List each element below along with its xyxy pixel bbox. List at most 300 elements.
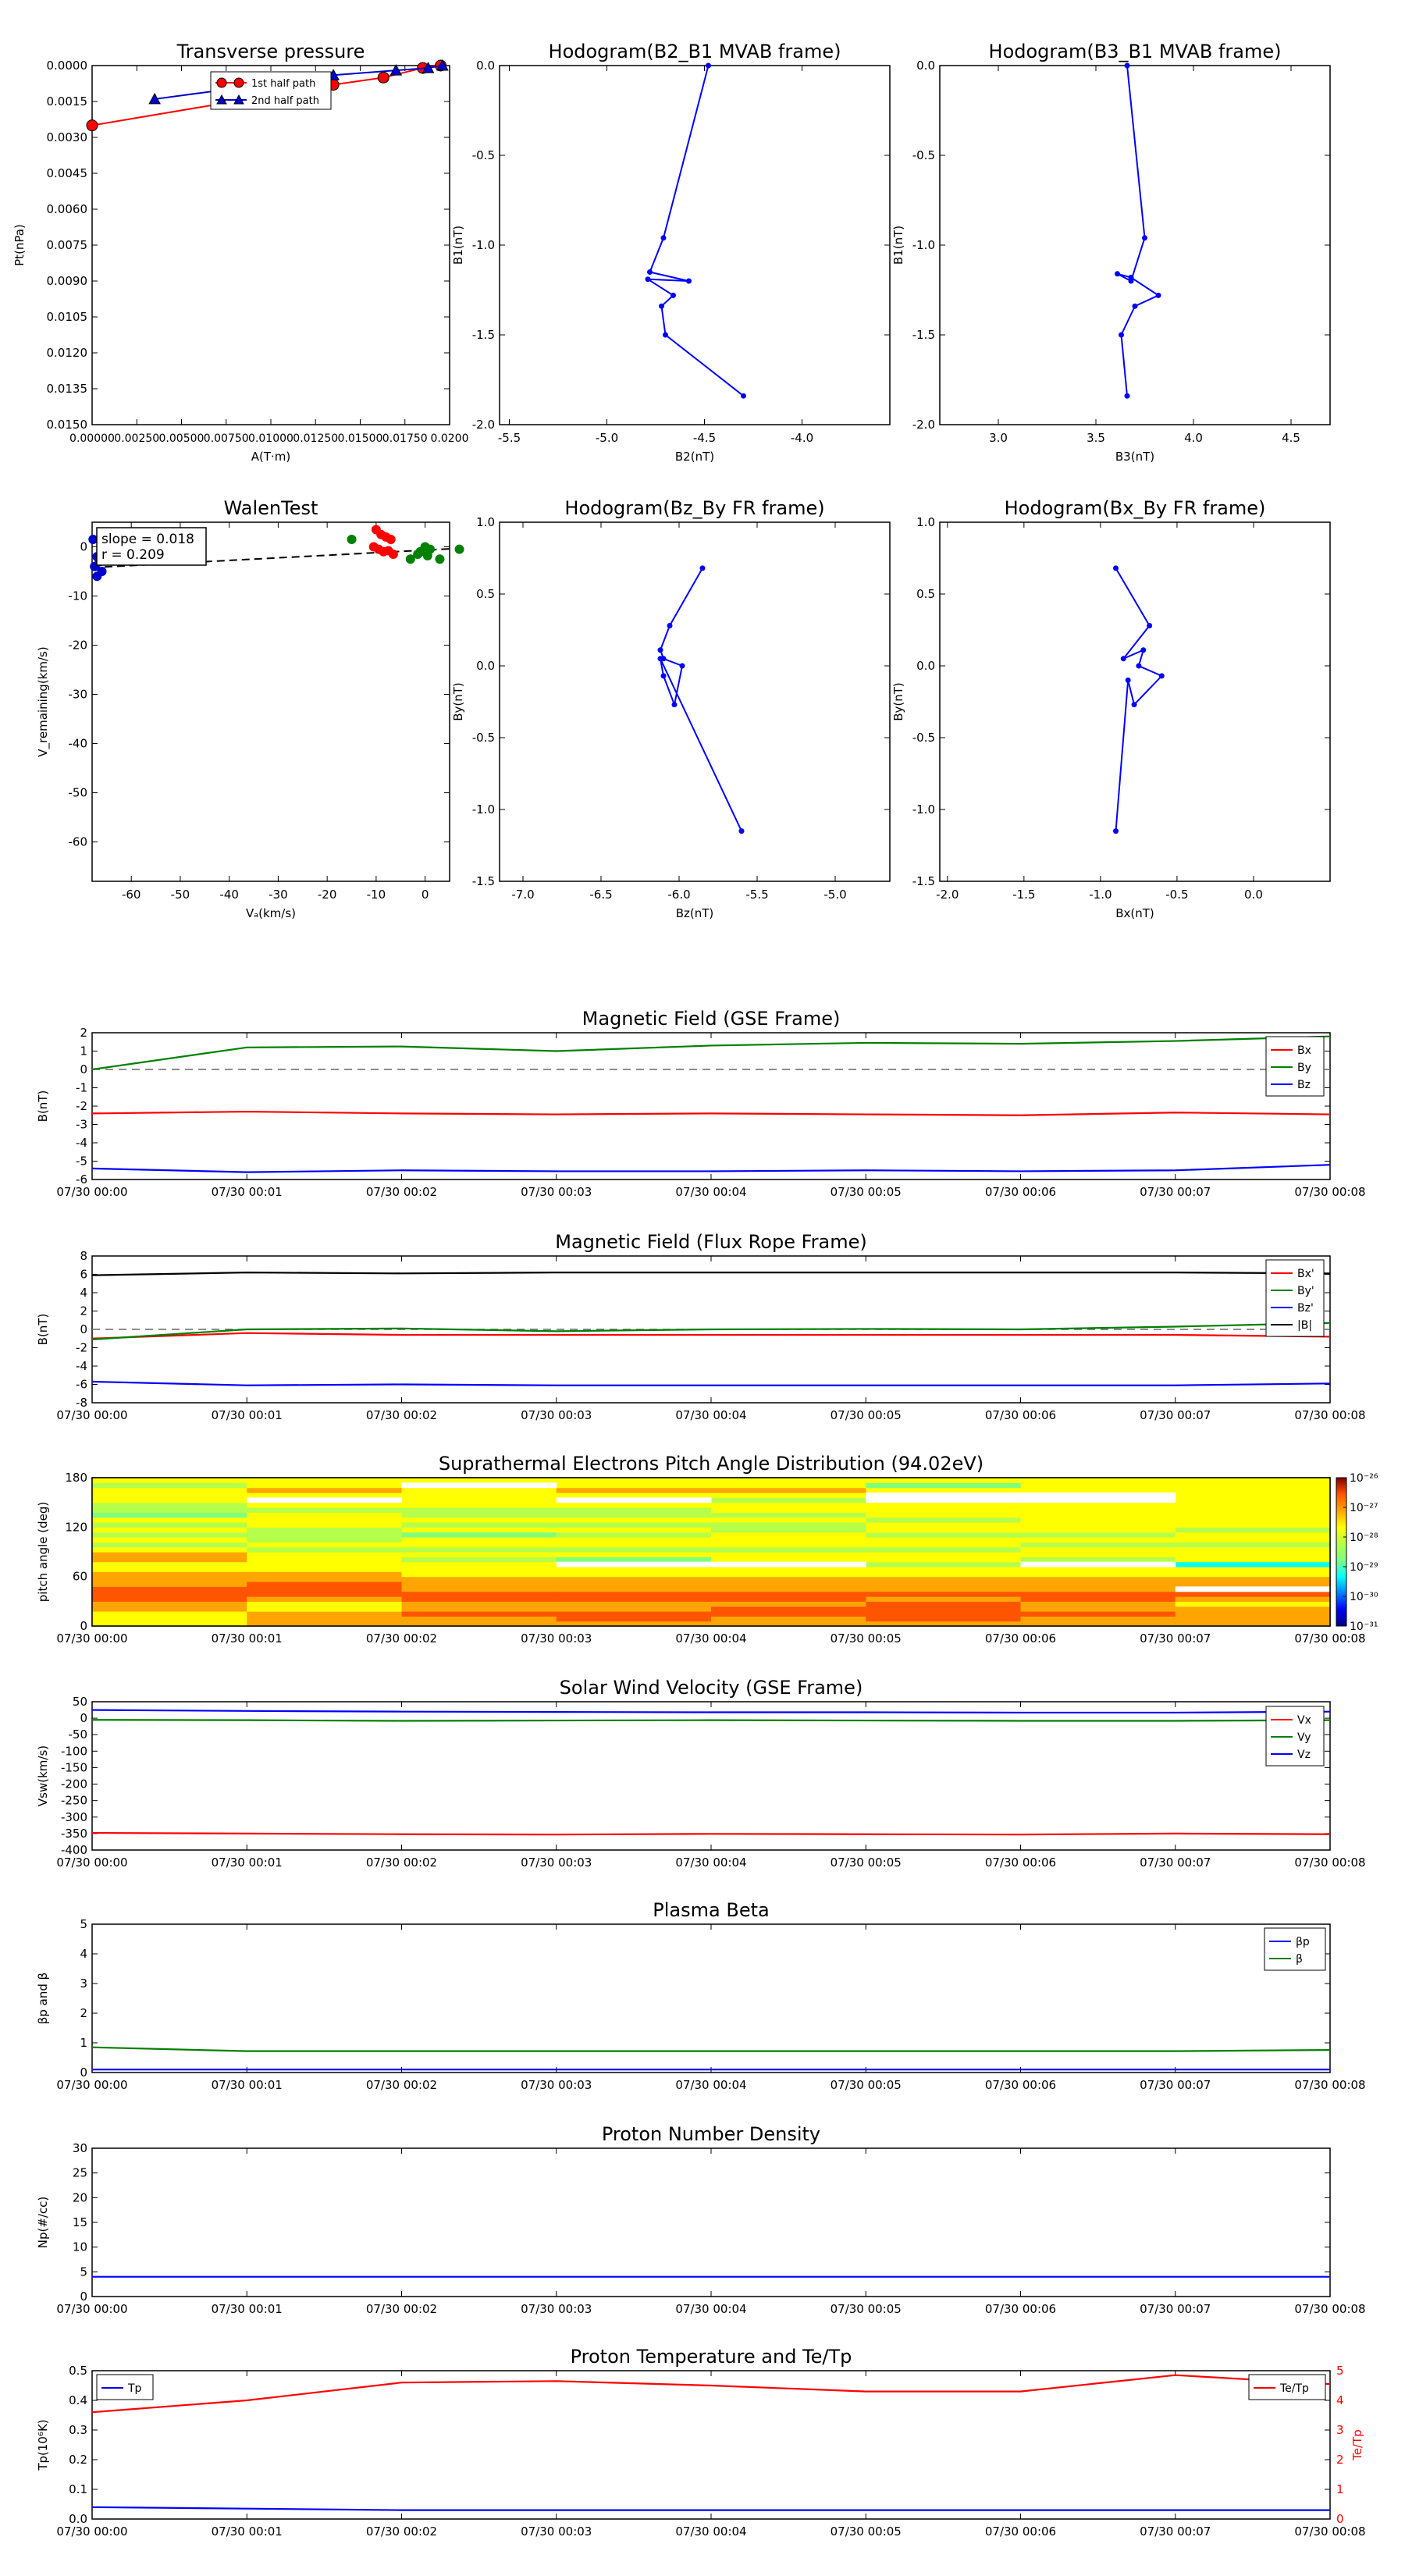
chart-mag_gse bbox=[36, 1008, 1366, 1199]
plot-frame bbox=[500, 522, 890, 881]
y-tick-label: 120 bbox=[65, 1520, 87, 1535]
heatmap-cell bbox=[711, 1577, 866, 1582]
y-tick-label: -200 bbox=[60, 1777, 87, 1791]
y-tick-label: 25 bbox=[72, 2165, 87, 2180]
heatmap-cell bbox=[866, 1552, 1021, 1557]
data-point bbox=[1113, 565, 1119, 571]
x-tick-label: -5.5 bbox=[497, 431, 521, 445]
heatmap-cell bbox=[557, 1517, 712, 1523]
heatmap-cell bbox=[866, 1522, 1021, 1528]
heatmap-cell bbox=[1021, 1527, 1176, 1532]
x-tick-label: 0.01500 bbox=[337, 432, 383, 445]
heatmap-cell bbox=[866, 1557, 1021, 1562]
heatmap-cell-empty bbox=[711, 1562, 866, 1567]
y-tick-label: 0.0015 bbox=[46, 94, 87, 109]
x-tick-label: 3.5 bbox=[1087, 431, 1105, 445]
legend-box bbox=[1264, 1928, 1325, 1970]
data-point bbox=[423, 551, 432, 560]
heatmap-cell bbox=[402, 1562, 557, 1567]
heatmap-cell bbox=[247, 1478, 402, 1483]
x-tick-label: 07/30 00:03 bbox=[521, 2078, 592, 2092]
y-tick-label: 2 bbox=[80, 1304, 87, 1318]
plot-frame bbox=[92, 2148, 1330, 2297]
colorbar-tick-label: 10⁻²⁹ bbox=[1350, 1561, 1378, 1574]
heatmap-cell bbox=[866, 1532, 1021, 1538]
chart-walen_test bbox=[36, 497, 464, 920]
heatmap-cell bbox=[557, 1611, 712, 1617]
heatmap-cell bbox=[557, 1478, 712, 1483]
data-point bbox=[680, 664, 685, 669]
x-tick-label: 07/30 00:05 bbox=[830, 2302, 902, 2316]
x-tick-label: 07/30 00:02 bbox=[365, 2078, 438, 2092]
data-point bbox=[706, 63, 711, 69]
legend bbox=[1249, 2375, 1325, 2400]
colorbar-tick-label: 10⁻²⁸ bbox=[1350, 1532, 1378, 1544]
y-tick-label: -2.0 bbox=[912, 418, 935, 432]
chart-transverse_pressure bbox=[12, 41, 469, 464]
heatmap-cell bbox=[866, 1537, 1021, 1542]
series-line bbox=[92, 2375, 1330, 2413]
x-axis-label: B2(nT) bbox=[674, 450, 715, 464]
heatmap-cell bbox=[866, 1596, 1021, 1602]
heatmap-cell bbox=[711, 1532, 866, 1538]
heatmap-cell bbox=[711, 1478, 866, 1483]
chart-hodogram_bz_by bbox=[451, 497, 890, 920]
data-point bbox=[92, 571, 101, 581]
chart-proton_density bbox=[36, 2123, 1366, 2316]
x-tick-label: -60 bbox=[121, 888, 141, 902]
heatmap-cell bbox=[866, 1527, 1021, 1532]
chart-hodogram_bx_by bbox=[891, 497, 1330, 920]
data-point bbox=[386, 535, 396, 544]
heatmap-cell bbox=[92, 1507, 247, 1513]
x-tick-label: -50 bbox=[170, 888, 190, 902]
y-tick-label: -3 bbox=[76, 1117, 87, 1132]
y-tick-label: 0.0 bbox=[476, 659, 495, 673]
heatmap-cell bbox=[1176, 1507, 1331, 1513]
heatmap-cell bbox=[1176, 1517, 1331, 1523]
annotation-box bbox=[97, 528, 206, 565]
heatmap-cell bbox=[1176, 1478, 1331, 1483]
heatmap-cell bbox=[557, 1601, 712, 1606]
chart-title: Plasma Beta bbox=[653, 1899, 770, 1921]
heatmap-cell bbox=[1176, 1503, 1331, 1508]
heatmap-cell bbox=[866, 1503, 1021, 1508]
x-tick-label: 07/30 00:04 bbox=[675, 1856, 747, 1870]
chart-title: Hodogram(B2_B1 MVAB frame) bbox=[548, 41, 841, 62]
data-point bbox=[384, 546, 393, 556]
y-tick-label: 0 bbox=[80, 1619, 87, 1633]
heatmap-cell bbox=[92, 1577, 247, 1582]
y-tick-label: -50 bbox=[68, 785, 87, 800]
heatmap-cell bbox=[247, 1567, 402, 1572]
heatmap-cell bbox=[711, 1493, 866, 1498]
chart-title: Proton Number Density bbox=[601, 2123, 821, 2145]
heatmap-cell-empty bbox=[866, 1497, 1021, 1503]
legend-label: β bbox=[1296, 1953, 1303, 1966]
heatmap-cell bbox=[402, 1517, 557, 1523]
data-point bbox=[455, 545, 464, 554]
heatmap-cell bbox=[247, 1537, 402, 1542]
chart-plasma_beta bbox=[36, 1899, 1366, 2092]
y-tick-label: -1.0 bbox=[471, 238, 495, 252]
y-tick-label: 0.0045 bbox=[46, 166, 87, 180]
y-tick-label: 50 bbox=[72, 1695, 87, 1709]
x-tick-label: 07/30 00:02 bbox=[365, 2524, 438, 2539]
data-point bbox=[672, 702, 678, 707]
heatmap-cell bbox=[1021, 1616, 1176, 1621]
heatmap-cell bbox=[1021, 1478, 1176, 1483]
y-axis-label: V_remaining(km/s) bbox=[36, 646, 50, 757]
heatmap-cell bbox=[866, 1601, 1021, 1606]
y-tick-label: 0 bbox=[80, 2065, 87, 2080]
heatmap-cell bbox=[92, 1497, 247, 1503]
heatmap-cell bbox=[92, 1606, 247, 1612]
series-line bbox=[92, 1165, 1330, 1172]
x-tick-label: -0.5 bbox=[1165, 888, 1189, 902]
heatmap-cell bbox=[1021, 1606, 1176, 1612]
heatmap-cell bbox=[557, 1552, 712, 1557]
heatmap-cell bbox=[557, 1567, 712, 1572]
y-tick-label: -6 bbox=[76, 1377, 87, 1392]
heatmap-cell bbox=[402, 1522, 557, 1528]
y-tick-label: 1 bbox=[80, 1044, 87, 1059]
heatmap-cell bbox=[557, 1532, 712, 1538]
x-tick-label: 07/30 00:08 bbox=[1294, 2302, 1366, 2316]
x-tick-label: 0.00500 bbox=[158, 432, 205, 445]
heatmap-cell bbox=[92, 1522, 247, 1528]
y-tick-label: -8 bbox=[76, 1396, 87, 1410]
chart-title: Magnetic Field (GSE Frame) bbox=[582, 1008, 841, 1030]
y-tick-label: -30 bbox=[68, 687, 87, 702]
plot-frame bbox=[92, 1033, 1330, 1179]
heatmap-cell bbox=[402, 1537, 557, 1542]
data-point bbox=[667, 623, 673, 628]
y-tick-label: -400 bbox=[60, 1843, 87, 1857]
heatmap-cell bbox=[1021, 1586, 1176, 1592]
heatmap-cell bbox=[557, 1586, 712, 1592]
y-tick-label: -50 bbox=[68, 1727, 87, 1742]
y-tick-label: 60 bbox=[72, 1569, 87, 1584]
heatmap-cell bbox=[711, 1557, 866, 1562]
heatmap-cell bbox=[711, 1586, 866, 1592]
heatmap-cell bbox=[92, 1542, 247, 1547]
legend-marker bbox=[217, 78, 226, 87]
chart-title: WalenTest bbox=[223, 497, 318, 519]
x-tick-label: 07/30 00:08 bbox=[1294, 2524, 1366, 2539]
heatmap-cell bbox=[866, 1592, 1021, 1597]
heatmap-cell bbox=[92, 1596, 247, 1602]
x-tick-label: -5.0 bbox=[823, 888, 847, 902]
heatmap-cell bbox=[866, 1571, 1021, 1577]
x-tick-label: 07/30 00:06 bbox=[984, 1185, 1057, 1199]
legend-label: Vy bbox=[1297, 1731, 1311, 1744]
x-tick-label: 07/30 00:00 bbox=[56, 2524, 128, 2539]
heatmap-cell bbox=[1176, 1611, 1331, 1617]
heatmap-cell bbox=[92, 1547, 247, 1553]
y-tick-label: -2 bbox=[76, 1099, 87, 1113]
heatmap-cell bbox=[402, 1586, 557, 1592]
heatmap-cell bbox=[92, 1586, 247, 1592]
heatmap-cell bbox=[866, 1482, 1021, 1488]
y-tick-label: -4 bbox=[76, 1359, 87, 1373]
heatmap-cell bbox=[402, 1478, 557, 1483]
legend-label: Vx bbox=[1297, 1714, 1311, 1727]
heatmap-cell-empty bbox=[1021, 1562, 1176, 1567]
heatmap-cell bbox=[402, 1611, 557, 1617]
heatmap-cell bbox=[557, 1503, 712, 1508]
plot-frame bbox=[92, 1924, 1330, 2073]
x-tick-label: 07/30 00:01 bbox=[211, 2302, 283, 2316]
heatmap-cell bbox=[1176, 1542, 1331, 1547]
heatmap-cell bbox=[711, 1507, 866, 1513]
y-tick-label: 1.0 bbox=[916, 515, 935, 529]
data-point bbox=[1125, 63, 1130, 69]
heatmap-cell bbox=[557, 1488, 712, 1493]
y-axis-label: B1(nT) bbox=[451, 225, 465, 265]
y-right-tick-label: 3 bbox=[1336, 2423, 1344, 2437]
x-tick-label: 07/30 00:02 bbox=[365, 2302, 438, 2316]
heatmap-cell bbox=[711, 1606, 866, 1612]
heatmap-cell bbox=[866, 1512, 1021, 1517]
heatmap-cell bbox=[402, 1488, 557, 1493]
heatmap-cell bbox=[1021, 1522, 1176, 1528]
y-tick-label: 0.5 bbox=[476, 587, 495, 601]
series-line bbox=[92, 2048, 1330, 2051]
data-point bbox=[661, 673, 667, 678]
heatmap-cell bbox=[557, 1577, 712, 1582]
heatmap-cell bbox=[1176, 1592, 1331, 1597]
x-tick-label: 07/30 00:03 bbox=[521, 1185, 592, 1199]
x-tick-label: 07/30 00:05 bbox=[830, 2524, 902, 2539]
x-tick-label: 07/30 00:00 bbox=[56, 2078, 128, 2092]
heatmap-cell bbox=[247, 1582, 402, 1587]
heatmap-cell bbox=[557, 1482, 712, 1488]
y-axis-label: pitch angle (deg) bbox=[36, 1501, 50, 1603]
heatmap-cell bbox=[402, 1592, 557, 1597]
y-tick-label: 2 bbox=[80, 2006, 87, 2020]
y-axis-label: Vsw(km/s) bbox=[36, 1745, 50, 1807]
y-tick-label: -60 bbox=[68, 834, 87, 849]
heatmap-cell bbox=[711, 1582, 866, 1587]
x-axis-label: A(T·m) bbox=[251, 450, 291, 464]
y-tick-label: 0 bbox=[80, 1322, 87, 1336]
colorbar-tick-label: 10⁻³⁰ bbox=[1350, 1591, 1378, 1603]
x-tick-label: -4.0 bbox=[790, 431, 814, 445]
y-axis-label: By(nT) bbox=[891, 682, 905, 721]
legend-label: Tp bbox=[128, 2382, 142, 2395]
x-tick-label: 07/30 00:07 bbox=[1140, 1856, 1211, 1870]
heatmap-cell bbox=[92, 1517, 247, 1523]
y-tick-label: -6 bbox=[76, 1172, 87, 1187]
heatmap-cell bbox=[1176, 1537, 1331, 1542]
y-tick-label: -1.5 bbox=[471, 874, 495, 888]
x-tick-label: 07/30 00:01 bbox=[211, 1631, 283, 1646]
y-tick-label: 30 bbox=[72, 2141, 87, 2155]
legend-label: βp bbox=[1296, 1936, 1310, 1948]
y-axis-label: By(nT) bbox=[451, 682, 465, 721]
x-tick-label: 07/30 00:05 bbox=[830, 1856, 902, 1870]
heatmap-cell bbox=[402, 1616, 557, 1621]
legend bbox=[1264, 1928, 1325, 1970]
chart-hodogram_b2_b1 bbox=[451, 41, 890, 464]
heatmap-cell bbox=[866, 1567, 1021, 1572]
x-tick-label: 07/30 00:04 bbox=[675, 1408, 747, 1422]
series-line bbox=[92, 1710, 1330, 1713]
data-point bbox=[378, 72, 389, 83]
legend bbox=[211, 72, 331, 109]
heatmap-cell bbox=[247, 1596, 402, 1602]
y-tick-label: -1.0 bbox=[912, 238, 935, 252]
legend-label: Bz' bbox=[1297, 1302, 1314, 1315]
x-tick-label: 07/30 00:05 bbox=[830, 1631, 902, 1646]
heatmap-cell bbox=[402, 1547, 557, 1553]
x-tick-label: 0.0 bbox=[1244, 888, 1263, 902]
heatmap-cell bbox=[1021, 1503, 1176, 1508]
x-tick-label: -7.0 bbox=[511, 888, 535, 902]
chart-mag_fr bbox=[36, 1231, 1366, 1422]
y-tick-label: -0.5 bbox=[912, 148, 935, 162]
data-point bbox=[647, 269, 653, 275]
heatmap-cell bbox=[402, 1497, 557, 1503]
y-tick-label: -0.5 bbox=[471, 148, 495, 162]
data-point bbox=[1136, 664, 1141, 669]
heatmap-cell bbox=[247, 1571, 402, 1577]
heatmap-cell bbox=[247, 1592, 402, 1597]
x-tick-label: -40 bbox=[219, 888, 239, 902]
heatmap-cell bbox=[1176, 1547, 1331, 1553]
legend bbox=[1266, 1037, 1324, 1096]
heatmap-cell bbox=[402, 1527, 557, 1532]
x-tick-label: 07/30 00:06 bbox=[984, 2078, 1057, 2092]
x-tick-label: -4.5 bbox=[692, 431, 717, 445]
heatmap-cell bbox=[1021, 1592, 1176, 1597]
legend bbox=[97, 2375, 153, 2400]
heatmap-cell bbox=[247, 1601, 402, 1606]
heatmap-cell-empty bbox=[557, 1497, 712, 1503]
plot-frame bbox=[940, 522, 1330, 881]
heatmap-cell bbox=[557, 1616, 712, 1621]
heatmap-cell bbox=[711, 1592, 866, 1597]
heatmap-cell bbox=[1021, 1567, 1176, 1572]
heatmap-cell bbox=[866, 1542, 1021, 1547]
heatmap-cell bbox=[1021, 1532, 1176, 1538]
x-axis-label: Vₐ(km/s) bbox=[245, 906, 297, 920]
series-line bbox=[92, 1112, 1330, 1115]
data-point bbox=[739, 828, 745, 834]
x-tick-label: -5.5 bbox=[745, 888, 769, 902]
y-right-tick-label: 1 bbox=[1336, 2482, 1344, 2496]
x-tick-label: 07/30 00:04 bbox=[675, 1185, 747, 1199]
heatmap-cell bbox=[711, 1596, 866, 1602]
heatmap-cell bbox=[1176, 1557, 1331, 1562]
heatmap-cell bbox=[402, 1571, 557, 1577]
heatmap-cell bbox=[247, 1542, 402, 1547]
y-tick-label: 8 bbox=[80, 1249, 87, 1263]
y-tick-label: 0.2 bbox=[69, 2453, 87, 2467]
chart-hodogram_b3_b1 bbox=[891, 41, 1330, 464]
heatmap-cell bbox=[247, 1586, 402, 1592]
y-tick-label: -1.0 bbox=[471, 802, 495, 817]
y-tick-label: -20 bbox=[68, 638, 87, 653]
heatmap-cell bbox=[247, 1557, 402, 1562]
x-tick-label: 07/30 00:04 bbox=[675, 2524, 747, 2539]
heatmap-cell bbox=[866, 1616, 1021, 1621]
y-tick-label: 1.0 bbox=[476, 515, 495, 529]
data-point bbox=[369, 543, 379, 552]
plot-frame bbox=[92, 2371, 1330, 2519]
x-axis-label: B3(nT) bbox=[1115, 450, 1155, 464]
data-point bbox=[413, 550, 422, 559]
x-tick-label: 07/30 00:03 bbox=[521, 1856, 592, 1870]
y-tick-label: 0.0090 bbox=[46, 274, 87, 288]
colorbar-tick-label: 10⁻³¹ bbox=[1350, 1621, 1378, 1633]
heatmap-cell bbox=[92, 1571, 247, 1577]
plot-frame bbox=[92, 66, 450, 425]
heatmap-cell bbox=[866, 1562, 1021, 1567]
heatmap-cell bbox=[1176, 1567, 1331, 1572]
y-tick-label: 5 bbox=[80, 1917, 87, 1931]
heatmap-cell bbox=[711, 1542, 866, 1547]
x-tick-label: 07/30 00:07 bbox=[1140, 2302, 1211, 2316]
heatmap-cell bbox=[557, 1522, 712, 1528]
x-tick-label: 0 bbox=[421, 888, 429, 902]
heatmap-cell bbox=[866, 1488, 1021, 1493]
data-point bbox=[1147, 623, 1152, 628]
x-tick-label: 4.0 bbox=[1184, 431, 1203, 445]
y-tick-label: -100 bbox=[60, 1744, 87, 1759]
heatmap-cell bbox=[711, 1571, 866, 1577]
x-tick-label: 07/30 00:07 bbox=[1140, 1631, 1211, 1646]
chart-title: Suprathermal Electrons Pitch Angle Distribution (94.02eV) bbox=[438, 1453, 984, 1475]
heatmap-cell bbox=[247, 1562, 402, 1567]
x-tick-label: 0.00000 bbox=[69, 432, 115, 445]
heatmap-cell bbox=[92, 1567, 247, 1572]
y-tick-label: 2 bbox=[80, 1026, 87, 1040]
x-tick-label: 07/30 00:07 bbox=[1140, 2078, 1211, 2092]
x-tick-label: -1.0 bbox=[1089, 888, 1112, 902]
y-tick-label: -250 bbox=[60, 1793, 87, 1808]
legend-label: By bbox=[1297, 1062, 1311, 1074]
x-tick-label: 07/30 00:05 bbox=[830, 1408, 902, 1422]
x-tick-label: 07/30 00:08 bbox=[1294, 1631, 1366, 1646]
heatmap-cell bbox=[1176, 1512, 1331, 1517]
heatmap-cell bbox=[1021, 1571, 1176, 1577]
x-tick-label: 0.01000 bbox=[248, 432, 293, 445]
y-axis-label: Tp(10⁶K) bbox=[36, 2419, 50, 2471]
y-tick-label: 0.5 bbox=[916, 587, 935, 601]
heatmap-cell bbox=[402, 1552, 557, 1557]
legend-marker bbox=[234, 78, 244, 87]
y-tick-label: 180 bbox=[65, 1471, 87, 1485]
data-point bbox=[1115, 271, 1120, 276]
plot-frame bbox=[940, 66, 1330, 425]
y-tick-label: 0.0150 bbox=[46, 418, 87, 432]
y-tick-label: 10 bbox=[72, 2240, 87, 2254]
series-line bbox=[92, 1272, 1330, 1276]
data-point bbox=[1132, 702, 1137, 707]
y-tick-label: -0.5 bbox=[912, 731, 935, 745]
heatmap-cell bbox=[247, 1547, 402, 1553]
x-tick-label: 0.01750 bbox=[382, 432, 428, 445]
x-tick-label: 07/30 00:00 bbox=[56, 2302, 128, 2316]
heatmap-cell bbox=[711, 1522, 866, 1528]
heatmap-cell bbox=[402, 1606, 557, 1612]
x-tick-label: 07/30 00:00 bbox=[56, 1631, 128, 1646]
x-tick-label: 07/30 00:00 bbox=[56, 1408, 128, 1422]
x-tick-label: 07/30 00:07 bbox=[1140, 2524, 1211, 2539]
y-tick-label: 0.4 bbox=[69, 2393, 87, 2407]
